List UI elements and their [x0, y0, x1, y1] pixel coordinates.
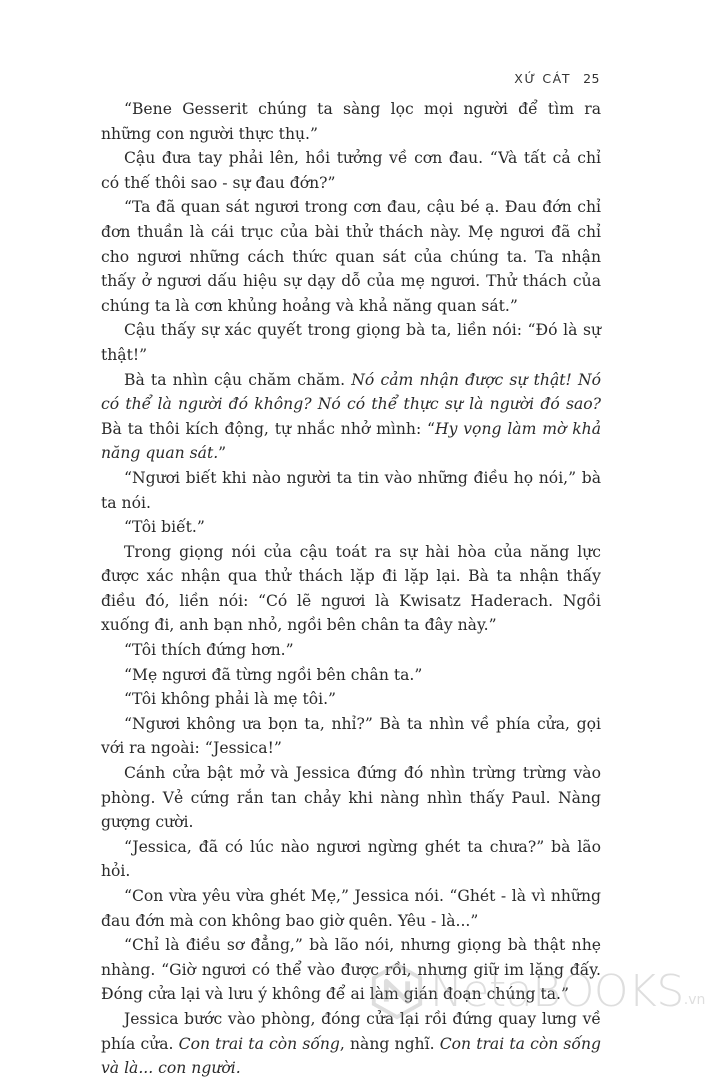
running-header — [514, 71, 600, 86]
paragraph — [101, 540, 601, 638]
paragraph — [101, 195, 601, 318]
watermark — [368, 962, 705, 1020]
italic-text: Nó cảm nhận được sự thật! Nó có thể là người đó không? Nó có thể thực sự là người đó sao? — [101, 370, 601, 414]
text-run: ” — [218, 444, 227, 463]
text-run: “Jessica, đã có lúc nào ngươi ngừng ghét ta chưa?” bà lão hỏi. — [101, 837, 601, 881]
text-run: Bà ta nhìn cậu chăm chăm. — [124, 370, 352, 389]
paragraph — [101, 712, 601, 761]
italic-text: Hy vọng làm mờ khả năng quan sát. — [101, 419, 601, 463]
paragraph — [101, 761, 601, 835]
paragraph — [101, 146, 601, 195]
chapter-title: XỨ CÁT — [514, 71, 572, 86]
paragraph — [101, 466, 601, 515]
text-run: “Bene Gesserit chúng ta sàng lọc mọi người để tìm ra những con người thực thụ.” — [101, 100, 601, 143]
text-run: Cánh cửa bật mở và Jessica đứng đó nhìn trừng trừng vào phòng. Vẻ cứng rắn tan chảy khi nàng nhìn thấy Paul. Nàng gượng cười. — [101, 764, 601, 832]
paragraph — [101, 687, 601, 712]
text-run: “Mẹ ngươi đã từng ngồi bên chân ta.” — [124, 665, 423, 684]
text-run: Bà ta thôi kích động, tự nhắc nhở mình: “ — [101, 419, 436, 438]
text-run: Trong giọng nói của cậu toát ra sự hài hòa của năng lực được xác nhận qua thử thách lặp đi lặp lại. Bà ta nhận thấy điều đó, liền nói: “Có lẽ ngươi là Kwisatz Haderach. Ngồi xuống đi, anh bạn nhỏ, ngồi bên chân ta đây này.” — [101, 542, 601, 635]
body-text — [101, 97, 601, 1081]
watermark-suffix: .vn — [683, 992, 705, 1008]
text-run: “Ngươi biết khi nào người ta tin vào những điều họ nói,” bà ta nói. — [101, 468, 601, 512]
paragraph — [101, 97, 601, 146]
text-run: , nàng nghĩ. — [339, 1034, 440, 1053]
watermark-brand: NetaBOOKS — [430, 965, 684, 1017]
text-run: “Tôi không phải là mẹ tôi.” — [124, 690, 337, 709]
page-number: 25 — [583, 71, 600, 86]
text-run: “Tôi biết.” — [124, 518, 205, 537]
text-run: Cậu thấy sự xác quyết trong giọng bà ta, liền nói: “Đó là sự thật!” — [101, 321, 601, 364]
paragraph — [101, 663, 601, 688]
text-run: “Con vừa yêu vừa ghét Mẹ,” Jessica nói. “Ghét - là vì những đau đớn mà con không bao giờ quên. Yêu - là...” — [101, 887, 601, 930]
text-run: “Tôi thích đứng hơn.” — [124, 641, 294, 660]
paragraph — [101, 318, 601, 367]
paragraph — [101, 368, 601, 466]
netabooks-logo-icon — [368, 962, 426, 1020]
text-run: “Ta đã quan sát ngươi trong cơn đau, cậu bé ạ. Đau đớn chỉ đơn thuần là cái trục của bài thử thách này. Mẹ ngươi đã chỉ cho ngươi những cách thức quan sát của chúng ta. Ta nhận thấy ở ngươi dấu hiệu sự dạy dỗ của mẹ ngươi. Thử thách của chúng ta là cơn khủng hoảng và khả năng quan sát.” — [101, 198, 601, 315]
paragraph — [101, 835, 601, 884]
text-run: Jessica bước vào phòng, đóng cửa lại rồi đứng quay lưng về phía cửa. — [101, 1009, 601, 1053]
italic-text: Con trai ta còn sống — [178, 1034, 340, 1053]
text-run: Cậu đưa tay phải lên, hồi tưởng về cơn đau. “Và tất cả chỉ có thế thôi sao - sự đau đớn?” — [101, 149, 601, 192]
text-run: “Chỉ là điều sơ đẳng,” bà lão nói, nhưng giọng bà thật nhẹ nhàng. “Giờ ngươi có thể vào được rồi, nhưng giữ im lặng đấy. Đóng cửa lại và lưu ý không để ai làm gián đoạn chúng ta.” — [101, 936, 601, 1004]
text-run: “Ngươi không ưa bọn ta, nhỉ?” Bà ta nhìn về phía cửa, gọi với ra ngoài: “Jessica!” — [101, 714, 601, 758]
paragraph — [101, 638, 601, 663]
italic-text: Con trai ta còn sống và là... con người. — [101, 1034, 601, 1078]
paragraph — [101, 515, 601, 540]
paragraph — [101, 884, 601, 933]
